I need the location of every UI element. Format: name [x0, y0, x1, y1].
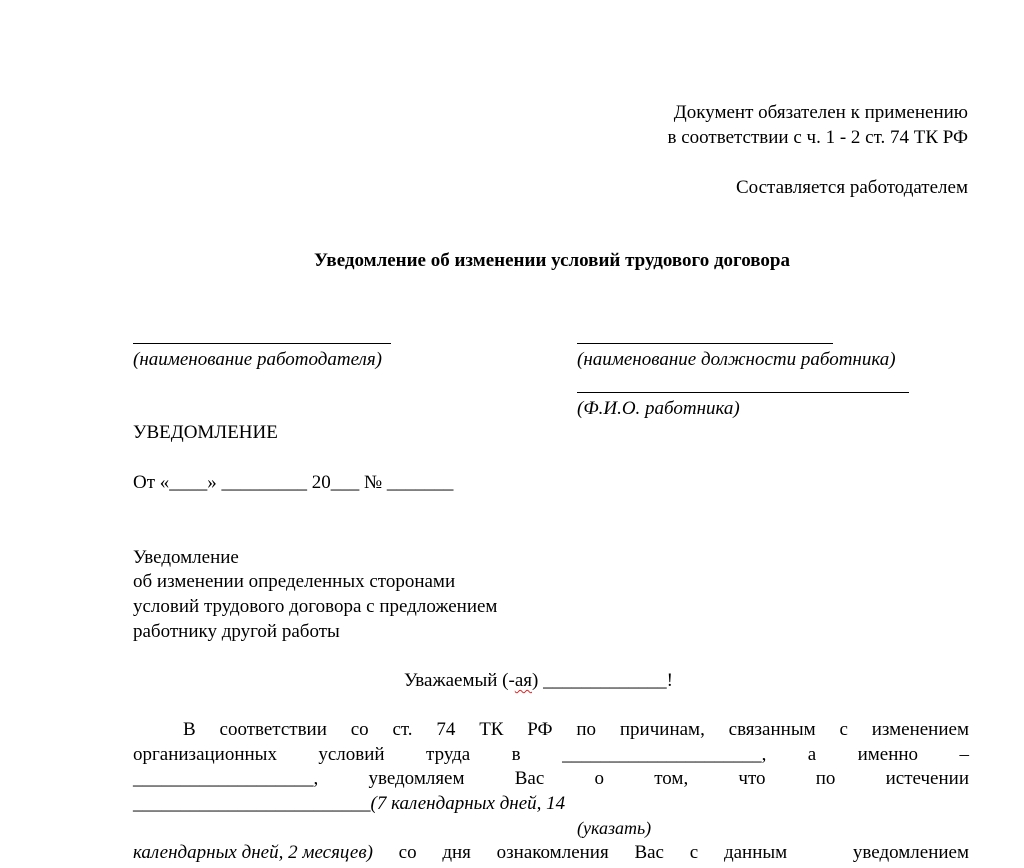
- word: а: [807, 744, 817, 765]
- header-line-2: в соответствии с ч. 1 - 2 ст. 74 ТК РФ: [667, 127, 968, 148]
- position-blank-line: [577, 343, 833, 344]
- body-line-1: [183, 720, 969, 739]
- greeting-after: ) _____________!: [532, 670, 673, 691]
- word: ст.: [392, 719, 413, 740]
- employer-caption: (наименование работодателя): [133, 349, 382, 370]
- body-line-4: [133, 794, 565, 813]
- word: труда: [426, 744, 471, 765]
- position-caption: (наименование должности работника): [577, 349, 896, 370]
- body-line-3: [133, 769, 969, 788]
- body-line-2: [133, 745, 969, 764]
- date-line: От «____» _________ 20___ № _______: [133, 472, 454, 493]
- fio-blank-line: [577, 392, 909, 393]
- word: уведомлением: [852, 842, 969, 863]
- word: Вас: [514, 768, 545, 789]
- term-options-part-1: (7 календарных дней, 14: [370, 793, 566, 814]
- word: ознакомления: [496, 842, 609, 863]
- word: связанным: [728, 719, 816, 740]
- compiled-by: Составляется работодателем: [735, 177, 968, 198]
- body-line-5: [133, 843, 969, 862]
- word: _____________________,: [562, 744, 767, 765]
- subject-line-1: Уведомление: [133, 547, 239, 568]
- word: В: [183, 719, 196, 740]
- document-title: Уведомление об изменении условий трудового договора: [314, 250, 790, 271]
- word: со: [398, 842, 417, 863]
- word: организационных: [133, 744, 277, 765]
- word: уведомляем: [368, 768, 465, 789]
- word: соответствии: [219, 719, 327, 740]
- word: по: [576, 719, 597, 740]
- word: данным: [723, 842, 788, 863]
- subject-line-2: об изменении определенных сторонами: [133, 571, 456, 592]
- word: условий: [318, 744, 385, 765]
- word: 74: [436, 719, 456, 740]
- term-options-part-2: календарных дней, 2 месяцев): [133, 842, 373, 863]
- subject-line-4: работнику другой работы: [133, 621, 340, 642]
- employer-blank-line: [133, 343, 391, 344]
- word: том,: [654, 768, 689, 789]
- header-line-1: Документ обязателен к применению: [673, 102, 968, 123]
- blank-field: _________________________: [133, 793, 371, 814]
- word: со: [350, 719, 369, 740]
- word: причинам,: [619, 719, 705, 740]
- fio-caption: (Ф.И.О. работника): [577, 398, 740, 419]
- word: по: [815, 768, 836, 789]
- word: Вас: [634, 842, 664, 863]
- word: с: [689, 842, 699, 863]
- word: что: [738, 768, 766, 789]
- word: ___________________,: [133, 768, 319, 789]
- word: именно: [857, 744, 919, 765]
- word: о: [594, 768, 605, 789]
- word: в: [511, 744, 521, 765]
- greeting: [404, 671, 673, 690]
- subject-line-3: условий трудового договора с предложением: [133, 596, 498, 617]
- word: с: [839, 719, 848, 740]
- word: дня: [442, 842, 471, 863]
- word: изменением: [871, 719, 969, 740]
- notice-label: УВЕДОМЛЕНИЕ: [133, 422, 278, 443]
- word: ТК: [479, 719, 504, 740]
- word: –: [959, 744, 969, 765]
- word: РФ: [527, 719, 553, 740]
- word: истечении: [885, 768, 969, 789]
- spellcheck-marked-word: ая: [514, 670, 533, 691]
- greeting-before: Уважаемый (-: [404, 670, 515, 691]
- hint-caption: (указать): [577, 818, 652, 838]
